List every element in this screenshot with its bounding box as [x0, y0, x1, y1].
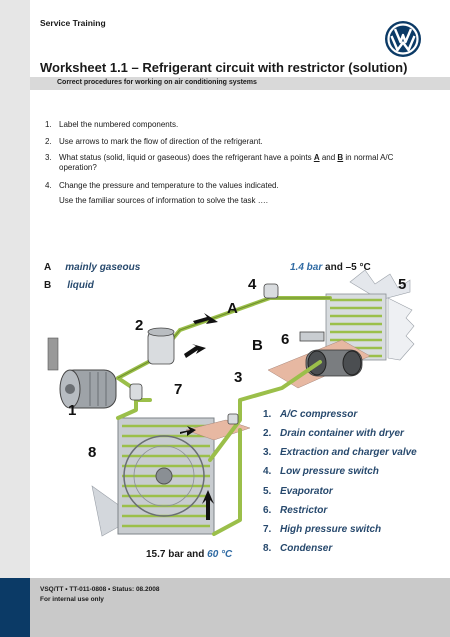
legend-item: 7. High pressure switch: [263, 524, 382, 535]
page-title: Worksheet 1.1 – Refrigerant circuit with restrictor (solution): [40, 60, 408, 75]
label-3: 3: [234, 369, 243, 386]
vw-logo-icon: [384, 20, 422, 58]
legend-item: 1. A/C compressor: [263, 409, 358, 420]
label-1: 1: [68, 402, 77, 419]
task-text: Change the pressure and temperature to the values indicated.: [59, 181, 279, 190]
legend-item: 3. Extraction and charger valve: [263, 447, 417, 458]
legend-item: 8. Condenser: [263, 543, 333, 554]
task-number: 3.: [45, 153, 52, 162]
page-subtitle: Correct procedures for working on air conditioning systems: [57, 79, 257, 86]
task-text: What status (solid, liquid or gaseous) does the refrigerant have a points A and B in normal A/C operation?: [59, 153, 394, 172]
point-a-label: A: [227, 300, 238, 317]
task-number: 1.: [45, 120, 52, 129]
label-2: 2: [135, 317, 144, 334]
footer-classification: For internal use only: [40, 596, 104, 603]
label-4: 4: [248, 276, 257, 293]
drain-container-dryer: [148, 328, 174, 364]
task-number: 4.: [45, 181, 52, 190]
point-b-label: B: [252, 337, 263, 354]
task-text: Use the familiar sources of information to solve the task ….: [59, 196, 268, 205]
state-b: B liquid: [44, 280, 94, 291]
high-pressure-switch: [130, 384, 142, 400]
refrigerant-circuit-diagram: [30, 270, 450, 570]
legend-item: 4. Low pressure switch: [263, 466, 379, 477]
task-number: 2.: [45, 137, 52, 146]
state-a: A mainly gaseous: [44, 262, 141, 273]
low-side-conditions: 1.4 bar and –5 °C: [290, 262, 371, 273]
high-side-conditions: 15.7 bar and 60 °C: [146, 549, 233, 560]
left-margin-bar: [0, 0, 30, 637]
ac-compressor: [48, 338, 116, 408]
legend-item: 5. Evaporator: [263, 486, 333, 497]
footer-document-id: VSQ/TT • TT-011-0808 • Status: 08.2008: [40, 586, 160, 593]
label-8: 8: [88, 444, 97, 461]
low-pressure-switch: [264, 284, 278, 298]
label-5: 5: [398, 276, 407, 293]
task-text: Label the numbered components.: [59, 120, 179, 129]
extraction-charger-valve: [228, 414, 238, 424]
footer-accent-bar: [0, 578, 30, 637]
label-6: 6: [281, 331, 290, 348]
service-training-label: Service Training: [40, 18, 106, 28]
restrictor: [300, 332, 324, 341]
task-text: Use arrows to mark the flow of direction of the refrigerant.: [59, 137, 263, 146]
legend-item: 6. Restrictor: [263, 505, 328, 516]
label-7: 7: [174, 381, 183, 398]
legend-item: 2. Drain container with dryer: [263, 428, 404, 439]
